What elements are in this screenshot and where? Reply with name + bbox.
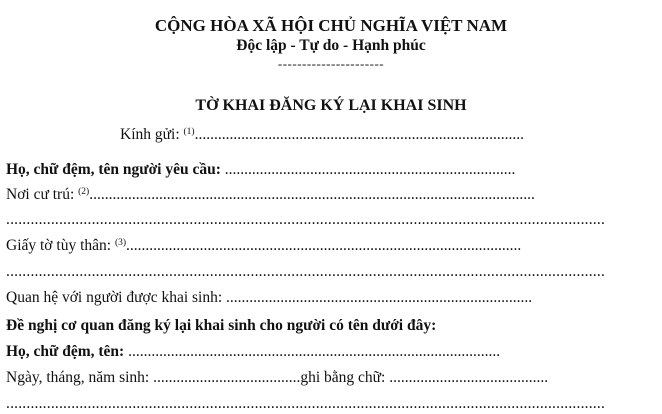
requester-name-line <box>6 160 628 180</box>
header-separator: ---------------------- <box>277 56 385 71</box>
residence-label: Nơi cư trú: <box>6 186 79 203</box>
dob-words-field[interactable]: ......................................... <box>389 369 549 386</box>
relationship-field[interactable]: ............................................................................... <box>226 289 533 306</box>
relationship-label: Quan hệ với người được khai sinh: <box>6 289 227 306</box>
id-document-line <box>6 236 628 256</box>
id-document-label: Giấy tờ tùy thân: <box>6 237 115 254</box>
residence-line <box>6 185 628 205</box>
form-title: TỜ KHAI ĐĂNG KÝ LẠI KHAI SINH <box>195 97 467 114</box>
national-title: CỘNG HÒA XÃ HỘI CHỦ NGHĨA VIỆT NAM <box>154 16 508 35</box>
footnote-1: (1) <box>183 127 195 137</box>
residence-field[interactable]: ................................................................................................................... <box>89 186 535 203</box>
kinh-gui-field[interactable]: ..................................................................................... <box>194 126 524 143</box>
request-statement: Đề nghị cơ quan đăng ký lại khai sinh cho người có tên dưới đây: <box>6 317 437 334</box>
person-name-field[interactable]: ................................................................................................ <box>128 343 501 360</box>
dob-label: Ngày, tháng, năm sinh: <box>6 369 154 386</box>
kinh-gui-label: Kính gửi: <box>120 126 184 143</box>
requester-name-field[interactable]: ........................................................................... <box>224 161 516 178</box>
footnote-2: (2) <box>78 187 90 197</box>
national-motto: Độc lập - Tự do - Hạnh phúc <box>236 37 426 54</box>
dob-words-label: ghi bằng chữ: <box>300 369 390 386</box>
dob-field[interactable]: ...................................... <box>153 369 301 386</box>
kinh-gui-line <box>120 125 590 145</box>
id-document-continuation-field[interactable]: ................................................................................................................................................... <box>6 263 606 280</box>
person-name-label: Họ, chữ đệm, tên: <box>6 343 129 360</box>
requester-name-label: Họ, chữ đệm, tên người yêu cầu: <box>6 161 225 178</box>
relationship-line <box>6 288 628 308</box>
date-of-birth-line <box>6 368 628 388</box>
id-document-field[interactable]: ...................................................................................................... <box>126 237 522 254</box>
residence-continuation-field[interactable]: ................................................................................................................................................... <box>6 211 606 228</box>
footnote-3: (3) <box>114 238 127 248</box>
person-name-line <box>6 342 628 362</box>
last-line-field[interactable]: ................................................................................................................................................... <box>6 395 606 412</box>
